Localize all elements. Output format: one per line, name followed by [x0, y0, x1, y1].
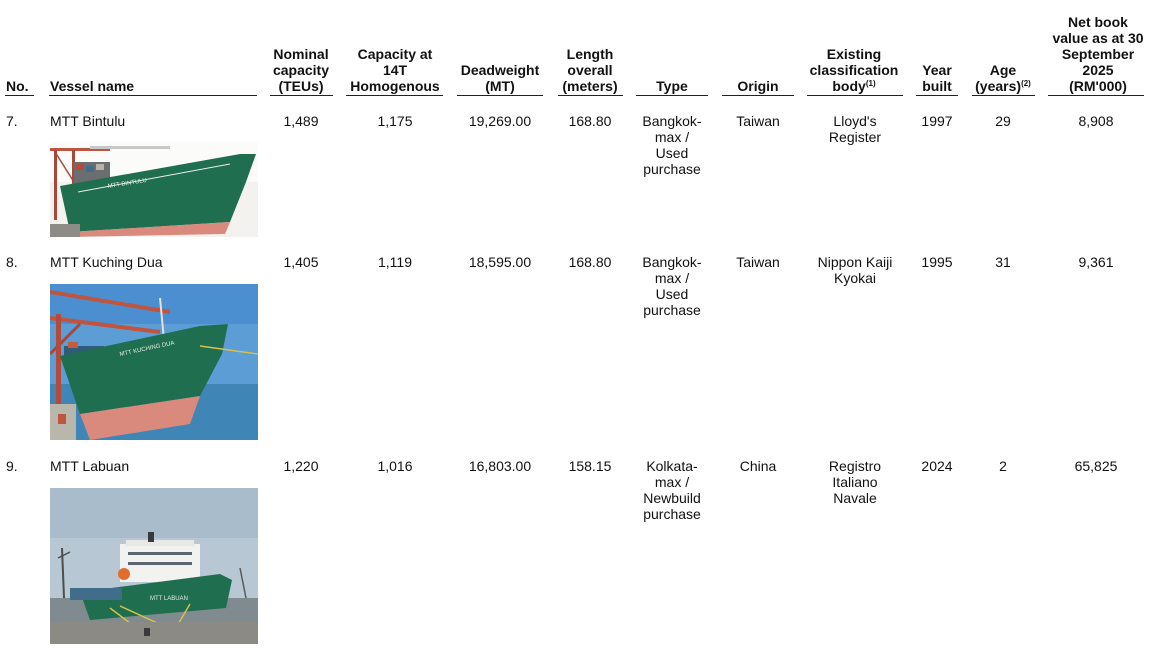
capacity-14t: 1,016 — [377, 458, 413, 474]
year-built: 2024 — [921, 458, 953, 474]
vessel-type: Bangkok- max / Used purchase — [642, 254, 702, 318]
vessel-name: MTT Labuan — [50, 458, 130, 474]
svg-text:MTT BINTULU: MTT BINTULU — [107, 177, 148, 190]
classification-body: Nippon Kaiji Kyokai — [817, 254, 893, 286]
nominal-capacity: 1,489 — [283, 113, 319, 129]
vessel-name: MTT Kuching Dua — [50, 254, 163, 270]
header-length-overall: Length overall (meters) — [562, 46, 618, 94]
age: 29 — [995, 113, 1011, 129]
net-book-value: 8,908 — [1078, 113, 1114, 129]
header-rule-classification — [807, 95, 903, 96]
footnote-ref-2: (2) — [1021, 79, 1031, 88]
header-rule-origin — [722, 95, 794, 96]
row-no: 9. — [6, 458, 18, 474]
header-year-built: Year built — [922, 62, 952, 94]
net-book-value: 9,361 — [1078, 254, 1114, 270]
vessel-type: Kolkata- max / Newbuild purchase — [643, 458, 701, 522]
origin: Taiwan — [736, 113, 780, 129]
header-rule-no — [5, 95, 34, 96]
year-built: 1995 — [921, 254, 953, 270]
header-rule-deadweight — [457, 95, 543, 96]
length-overall: 158.15 — [568, 458, 612, 474]
capacity-14t: 1,175 — [377, 113, 413, 129]
classification-body: Registro Italiano Navale — [828, 458, 882, 506]
vessel-type: Bangkok- max / Used purchase — [642, 113, 702, 177]
deadweight: 16,803.00 — [468, 458, 532, 474]
header-capacity-14t: Capacity at 14T Homogenous — [350, 46, 440, 94]
row-no: 7. — [6, 113, 18, 129]
origin: China — [739, 458, 777, 474]
header-type: Type — [656, 78, 688, 94]
header-deadweight: Deadweight (MT) — [460, 62, 540, 94]
header-nominal-capacity: Nominal capacity (TEUs) — [272, 46, 330, 94]
header-rule-age — [972, 95, 1035, 96]
header-no: No. — [6, 78, 29, 94]
ship-photo-bintulu — [50, 142, 258, 237]
header-rule-year — [916, 95, 958, 96]
header-rule-nbv — [1048, 95, 1144, 96]
nominal-capacity: 1,405 — [283, 254, 319, 270]
header-age-text: Age (years) — [975, 62, 1022, 94]
capacity-14t: 1,119 — [378, 254, 412, 270]
length-overall: 168.80 — [568, 254, 612, 270]
age: 2 — [999, 458, 1007, 474]
deadweight: 18,595.00 — [468, 254, 532, 270]
ship-photo-labuan — [50, 488, 258, 644]
net-book-value: 65,825 — [1074, 458, 1118, 474]
svg-text:MTT KUCHING DUA: MTT KUCHING DUA — [119, 340, 176, 358]
header-classification-body — [804, 46, 904, 94]
vessel-name: MTT Bintulu — [50, 113, 126, 129]
row-no: 8. — [6, 254, 18, 270]
header-rule-capacity — [346, 95, 443, 96]
header-age — [970, 62, 1036, 94]
header-origin: Origin — [737, 78, 779, 94]
nominal-capacity: 1,220 — [283, 458, 319, 474]
header-classification-text: Existing classification body — [809, 46, 899, 94]
length-overall: 168.80 — [568, 113, 612, 129]
year-built: 1997 — [921, 113, 953, 129]
footnote-ref-1: (1) — [865, 79, 876, 88]
header-rule-length — [558, 95, 623, 96]
header-rule-vessel — [49, 95, 257, 96]
ship-photo-kuching-dua — [50, 284, 258, 440]
svg-text:MTT LABUAN: MTT LABUAN — [150, 596, 188, 602]
age: 31 — [995, 254, 1011, 270]
classification-body: Lloyd's Register — [828, 113, 882, 145]
header-rule-nominal — [270, 95, 333, 96]
header-rule-type — [636, 95, 708, 96]
deadweight: 19,269.00 — [468, 113, 532, 129]
header-vessel-name: Vessel name — [50, 78, 135, 94]
header-net-book-value: Net book value as at 30 September 2025 (RM'000) — [1052, 14, 1144, 94]
origin: Taiwan — [736, 254, 780, 270]
